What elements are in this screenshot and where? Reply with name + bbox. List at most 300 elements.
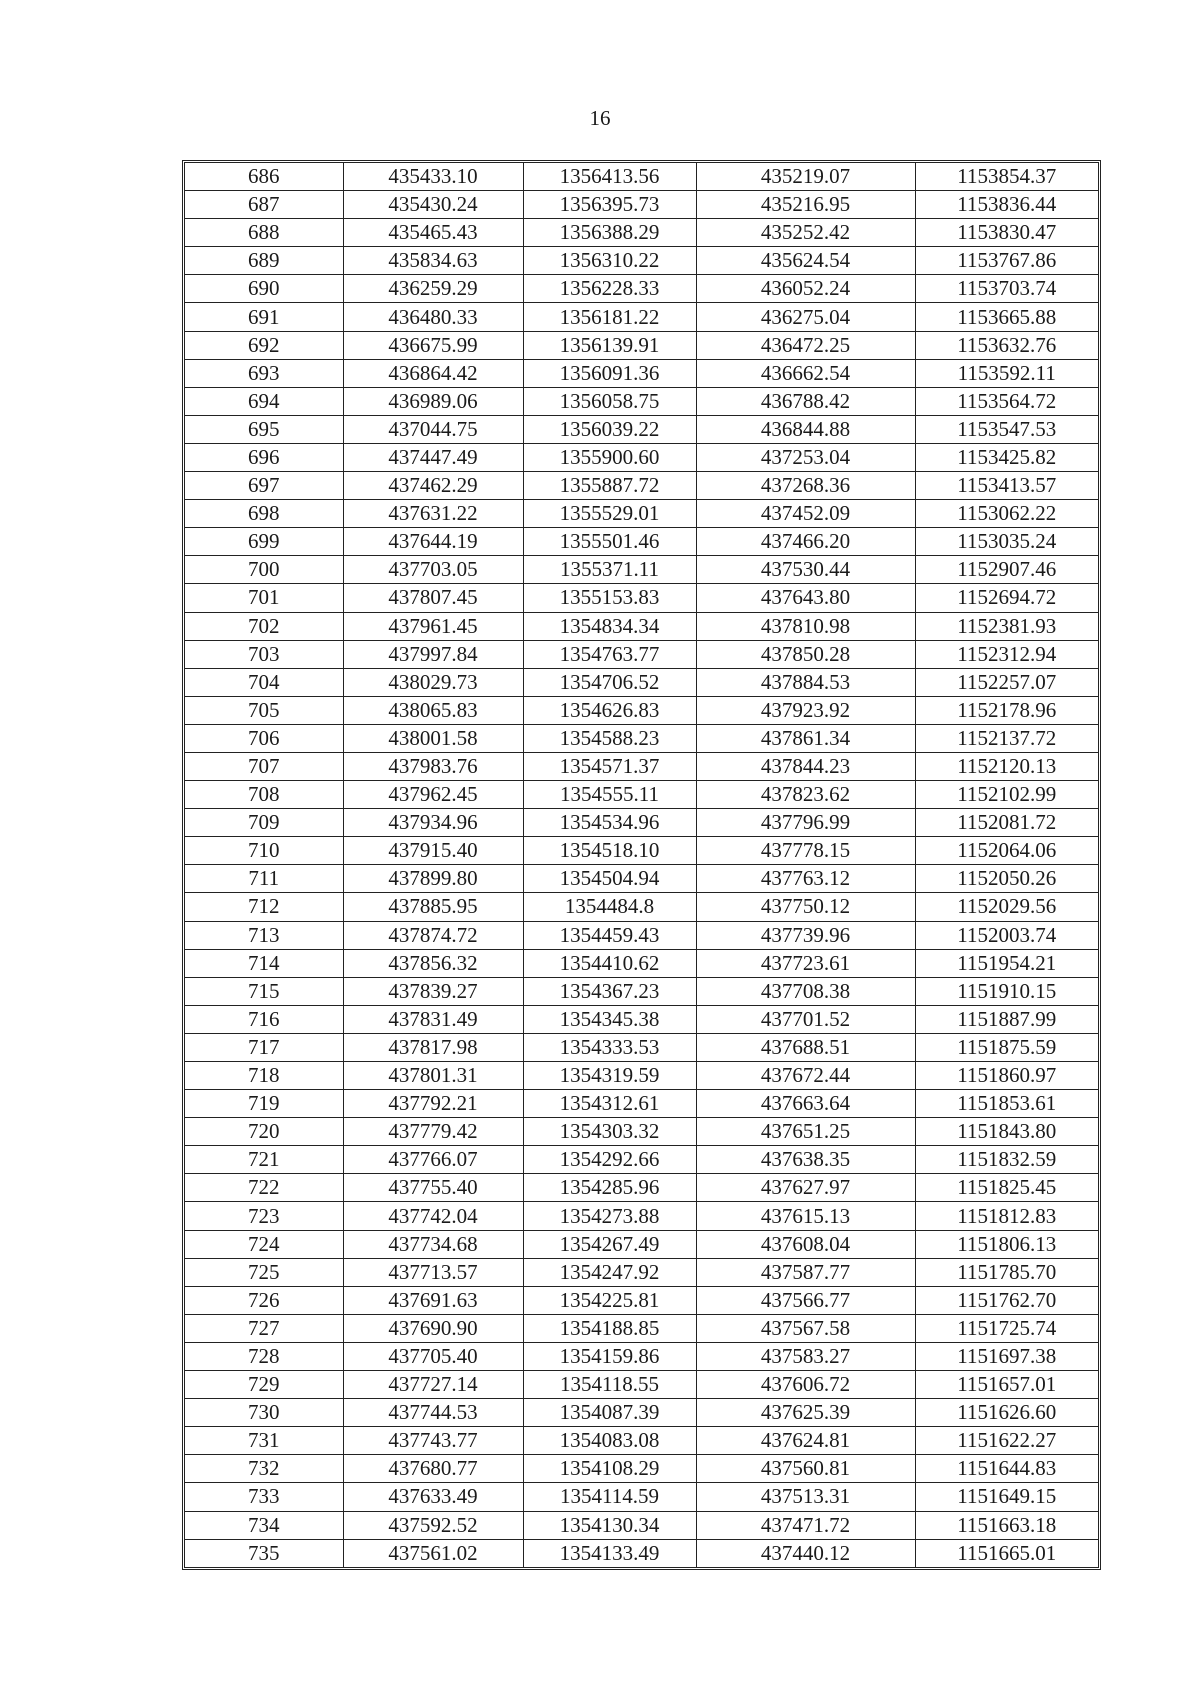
coordinate-y2-cell: 1152064.06 <box>915 837 1098 865</box>
table-row <box>185 1539 1098 1567</box>
coordinate-y1-cell: 1354303.32 <box>523 1118 696 1146</box>
point-number-cell: 735 <box>185 1539 343 1567</box>
coordinate-x2-cell: 437253.04 <box>696 443 915 471</box>
coordinate-x2-cell: 436052.24 <box>696 275 915 303</box>
coordinate-y1-cell: 1354319.59 <box>523 1062 696 1090</box>
point-number-cell: 723 <box>185 1202 343 1230</box>
coordinate-y1-cell: 1354273.88 <box>523 1202 696 1230</box>
coordinate-x1-cell: 435834.63 <box>343 247 523 275</box>
coordinate-x2-cell: 437530.44 <box>696 556 915 584</box>
coordinate-y1-cell: 1354518.10 <box>523 837 696 865</box>
table-row <box>185 1174 1098 1202</box>
table-row <box>185 1511 1098 1539</box>
point-number-cell: 687 <box>185 191 343 219</box>
table-row <box>185 612 1098 640</box>
coordinate-x2-cell: 436472.25 <box>696 331 915 359</box>
point-number-cell: 697 <box>185 472 343 500</box>
coordinate-y2-cell: 1151665.01 <box>915 1539 1098 1567</box>
coordinate-y1-cell: 1354459.43 <box>523 921 696 949</box>
coordinate-y1-cell: 1354588.23 <box>523 724 696 752</box>
table-row <box>185 1371 1098 1399</box>
coordinate-y2-cell: 1151954.21 <box>915 949 1098 977</box>
coordinate-x1-cell: 437997.84 <box>343 640 523 668</box>
coordinate-y2-cell: 1153564.72 <box>915 387 1098 415</box>
coordinate-x1-cell: 437743.77 <box>343 1427 523 1455</box>
coordinate-y2-cell: 1151910.15 <box>915 977 1098 1005</box>
table-row <box>185 837 1098 865</box>
point-number-cell: 710 <box>185 837 343 865</box>
coordinate-x1-cell: 437705.40 <box>343 1342 523 1370</box>
coordinate-x1-cell: 437915.40 <box>343 837 523 865</box>
coordinate-y1-cell: 1356228.33 <box>523 275 696 303</box>
table-row <box>185 1062 1098 1090</box>
coordinate-x2-cell: 437923.92 <box>696 696 915 724</box>
coordinate-x2-cell: 437583.27 <box>696 1342 915 1370</box>
coordinate-y2-cell: 1152120.13 <box>915 752 1098 780</box>
table-row <box>185 640 1098 668</box>
coordinate-x2-cell: 437471.72 <box>696 1511 915 1539</box>
point-number-cell: 705 <box>185 696 343 724</box>
coordinate-x2-cell: 437672.44 <box>696 1062 915 1090</box>
coordinate-x1-cell: 437462.29 <box>343 472 523 500</box>
table-row <box>185 1455 1098 1483</box>
coordinate-y2-cell: 1151860.97 <box>915 1062 1098 1090</box>
table-row <box>185 949 1098 977</box>
table-row <box>185 668 1098 696</box>
point-number-cell: 726 <box>185 1286 343 1314</box>
coordinate-y2-cell: 1151663.18 <box>915 1511 1098 1539</box>
table-row <box>185 1146 1098 1174</box>
coordinate-x1-cell: 437899.80 <box>343 865 523 893</box>
coordinate-y2-cell: 1153854.37 <box>915 163 1098 191</box>
coordinate-y2-cell: 1153035.24 <box>915 528 1098 556</box>
table-row <box>185 387 1098 415</box>
table-row <box>185 584 1098 612</box>
coordinate-x2-cell: 437688.51 <box>696 1033 915 1061</box>
point-number-cell: 703 <box>185 640 343 668</box>
coordinate-y1-cell: 1354188.85 <box>523 1314 696 1342</box>
coordinate-y2-cell: 1153547.53 <box>915 415 1098 443</box>
point-number-cell: 712 <box>185 893 343 921</box>
coordinate-x1-cell: 437561.02 <box>343 1539 523 1567</box>
coordinate-x2-cell: 437513.31 <box>696 1483 915 1511</box>
coordinate-y2-cell: 1151853.61 <box>915 1090 1098 1118</box>
coordinate-x1-cell: 437633.49 <box>343 1483 523 1511</box>
coordinate-y1-cell: 1356091.36 <box>523 359 696 387</box>
point-number-cell: 692 <box>185 331 343 359</box>
coordinate-y1-cell: 1355900.60 <box>523 443 696 471</box>
table-row <box>185 163 1098 191</box>
table-row <box>185 1090 1098 1118</box>
coordinate-x1-cell: 437680.77 <box>343 1455 523 1483</box>
table-row <box>185 752 1098 780</box>
coordinate-x2-cell: 437268.36 <box>696 472 915 500</box>
coordinate-x2-cell: 437560.81 <box>696 1455 915 1483</box>
point-number-cell: 704 <box>185 668 343 696</box>
coordinate-y2-cell: 1152081.72 <box>915 809 1098 837</box>
coordinate-x1-cell: 437734.68 <box>343 1230 523 1258</box>
table-row <box>185 1202 1098 1230</box>
coordinate-x1-cell: 437856.32 <box>343 949 523 977</box>
coordinate-y1-cell: 1354763.77 <box>523 640 696 668</box>
coordinate-y2-cell: 1151649.15 <box>915 1483 1098 1511</box>
coordinate-x1-cell: 437792.21 <box>343 1090 523 1118</box>
coordinate-x1-cell: 436864.42 <box>343 359 523 387</box>
coordinate-y2-cell: 1153836.44 <box>915 191 1098 219</box>
coordinate-y1-cell: 1354504.94 <box>523 865 696 893</box>
table-row <box>185 696 1098 724</box>
coordinate-x2-cell: 437606.72 <box>696 1371 915 1399</box>
table-row <box>185 1314 1098 1342</box>
coordinate-x1-cell: 437817.98 <box>343 1033 523 1061</box>
coordinate-y2-cell: 1152381.93 <box>915 612 1098 640</box>
coordinate-y1-cell: 1354834.34 <box>523 612 696 640</box>
coordinate-y1-cell: 1354108.29 <box>523 1455 696 1483</box>
table-row <box>185 275 1098 303</box>
coordinate-y2-cell: 1151785.70 <box>915 1258 1098 1286</box>
table-row <box>185 219 1098 247</box>
coordinate-y2-cell: 1152178.96 <box>915 696 1098 724</box>
table-row <box>185 359 1098 387</box>
coordinate-x2-cell: 437566.77 <box>696 1286 915 1314</box>
coordinate-y1-cell: 1354706.52 <box>523 668 696 696</box>
coordinate-x1-cell: 437691.63 <box>343 1286 523 1314</box>
point-number-cell: 711 <box>185 865 343 893</box>
table-row <box>185 303 1098 331</box>
table-row <box>185 921 1098 949</box>
coordinate-x2-cell: 437625.39 <box>696 1399 915 1427</box>
point-number-cell: 716 <box>185 1005 343 1033</box>
coordinate-y2-cell: 1151825.45 <box>915 1174 1098 1202</box>
coordinate-y1-cell: 1356181.22 <box>523 303 696 331</box>
point-number-cell: 689 <box>185 247 343 275</box>
table-row <box>185 977 1098 1005</box>
coordinate-y1-cell: 1354247.92 <box>523 1258 696 1286</box>
coordinate-x1-cell: 437631.22 <box>343 500 523 528</box>
coordinate-y2-cell: 1153767.86 <box>915 247 1098 275</box>
coordinate-x1-cell: 437831.49 <box>343 1005 523 1033</box>
coordinate-y2-cell: 1152312.94 <box>915 640 1098 668</box>
table-row <box>185 500 1098 528</box>
coordinate-x1-cell: 436480.33 <box>343 303 523 331</box>
coordinate-x1-cell: 437874.72 <box>343 921 523 949</box>
coordinates-table-grid <box>185 163 1098 1567</box>
coordinate-x2-cell: 437796.99 <box>696 809 915 837</box>
point-number-cell: 731 <box>185 1427 343 1455</box>
coordinate-x2-cell: 437440.12 <box>696 1539 915 1567</box>
coordinate-y1-cell: 1354345.38 <box>523 1005 696 1033</box>
coordinate-x2-cell: 437627.97 <box>696 1174 915 1202</box>
coordinate-x2-cell: 436275.04 <box>696 303 915 331</box>
coordinate-y1-cell: 1354285.96 <box>523 1174 696 1202</box>
coordinate-y2-cell: 1153413.57 <box>915 472 1098 500</box>
coordinate-x2-cell: 437466.20 <box>696 528 915 556</box>
coordinate-x1-cell: 437961.45 <box>343 612 523 640</box>
coordinate-y2-cell: 1152029.56 <box>915 893 1098 921</box>
table-row <box>185 1005 1098 1033</box>
coordinate-x1-cell: 437044.75 <box>343 415 523 443</box>
coordinate-x1-cell: 437801.31 <box>343 1062 523 1090</box>
coordinate-x2-cell: 437810.98 <box>696 612 915 640</box>
point-number-cell: 694 <box>185 387 343 415</box>
coordinate-y1-cell: 1354312.61 <box>523 1090 696 1118</box>
coordinate-x2-cell: 437567.58 <box>696 1314 915 1342</box>
table-row <box>185 556 1098 584</box>
coordinate-x2-cell: 435219.07 <box>696 163 915 191</box>
coordinate-y1-cell: 1354555.11 <box>523 781 696 809</box>
point-number-cell: 696 <box>185 443 343 471</box>
coordinate-x1-cell: 437934.96 <box>343 809 523 837</box>
point-number-cell: 698 <box>185 500 343 528</box>
coordinate-x1-cell: 437592.52 <box>343 1511 523 1539</box>
coordinate-y2-cell: 1151657.01 <box>915 1371 1098 1399</box>
coordinate-y2-cell: 1153665.88 <box>915 303 1098 331</box>
point-number-cell: 700 <box>185 556 343 584</box>
coordinate-x2-cell: 437763.12 <box>696 865 915 893</box>
coordinate-x2-cell: 437723.61 <box>696 949 915 977</box>
coordinate-x1-cell: 437713.57 <box>343 1258 523 1286</box>
coordinate-x2-cell: 437643.80 <box>696 584 915 612</box>
point-number-cell: 707 <box>185 752 343 780</box>
coordinate-x1-cell: 438029.73 <box>343 668 523 696</box>
coordinate-x2-cell: 437452.09 <box>696 500 915 528</box>
point-number-cell: 728 <box>185 1342 343 1370</box>
coordinate-x1-cell: 437703.05 <box>343 556 523 584</box>
point-number-cell: 729 <box>185 1371 343 1399</box>
coordinate-x1-cell: 437885.95 <box>343 893 523 921</box>
coordinate-x2-cell: 437587.77 <box>696 1258 915 1286</box>
coordinate-x1-cell: 435465.43 <box>343 219 523 247</box>
table-row <box>185 893 1098 921</box>
coordinate-x2-cell: 437778.15 <box>696 837 915 865</box>
coordinate-y2-cell: 1151622.27 <box>915 1427 1098 1455</box>
coordinate-x1-cell: 437755.40 <box>343 1174 523 1202</box>
coordinate-y1-cell: 1356310.22 <box>523 247 696 275</box>
coordinate-x1-cell: 438065.83 <box>343 696 523 724</box>
coordinates-table <box>182 160 1101 1570</box>
point-number-cell: 695 <box>185 415 343 443</box>
point-number-cell: 725 <box>185 1258 343 1286</box>
coordinate-x1-cell: 435433.10 <box>343 163 523 191</box>
coordinate-y1-cell: 1356388.29 <box>523 219 696 247</box>
coordinate-x2-cell: 436844.88 <box>696 415 915 443</box>
coordinate-y2-cell: 1152003.74 <box>915 921 1098 949</box>
coordinate-y1-cell: 1354133.49 <box>523 1539 696 1567</box>
coordinate-y2-cell: 1151725.74 <box>915 1314 1098 1342</box>
coordinate-x1-cell: 437644.19 <box>343 528 523 556</box>
point-number-cell: 720 <box>185 1118 343 1146</box>
point-number-cell: 734 <box>185 1511 343 1539</box>
coordinate-x1-cell: 437779.42 <box>343 1118 523 1146</box>
point-number-cell: 709 <box>185 809 343 837</box>
coordinate-y2-cell: 1153062.22 <box>915 500 1098 528</box>
coordinate-x1-cell: 436259.29 <box>343 275 523 303</box>
coordinate-y2-cell: 1152694.72 <box>915 584 1098 612</box>
coordinate-x1-cell: 437447.49 <box>343 443 523 471</box>
coordinate-x2-cell: 437823.62 <box>696 781 915 809</box>
coordinate-y1-cell: 1355501.46 <box>523 528 696 556</box>
coordinate-y1-cell: 1354087.39 <box>523 1399 696 1427</box>
coordinate-y1-cell: 1355371.11 <box>523 556 696 584</box>
table-row <box>185 1286 1098 1314</box>
table-row <box>185 1230 1098 1258</box>
coordinate-y1-cell: 1354626.83 <box>523 696 696 724</box>
coordinate-x1-cell: 437983.76 <box>343 752 523 780</box>
table-row <box>185 1258 1098 1286</box>
coordinate-x2-cell: 435252.42 <box>696 219 915 247</box>
coordinate-y1-cell: 1354130.34 <box>523 1511 696 1539</box>
point-number-cell: 702 <box>185 612 343 640</box>
coordinate-y1-cell: 1356395.73 <box>523 191 696 219</box>
coordinate-x2-cell: 435624.54 <box>696 247 915 275</box>
coordinate-y2-cell: 1151875.59 <box>915 1033 1098 1061</box>
coordinate-y1-cell: 1354484.8 <box>523 893 696 921</box>
coordinate-x1-cell: 437727.14 <box>343 1371 523 1399</box>
coordinate-y2-cell: 1153425.82 <box>915 443 1098 471</box>
point-number-cell: 732 <box>185 1455 343 1483</box>
coordinate-y1-cell: 1356139.91 <box>523 331 696 359</box>
point-number-cell: 722 <box>185 1174 343 1202</box>
coordinate-y2-cell: 1151626.60 <box>915 1399 1098 1427</box>
coordinate-y1-cell: 1354267.49 <box>523 1230 696 1258</box>
coordinate-x1-cell: 436675.99 <box>343 331 523 359</box>
table-body <box>185 163 1098 1567</box>
coordinate-x2-cell: 437701.52 <box>696 1005 915 1033</box>
coordinate-x2-cell: 437663.64 <box>696 1090 915 1118</box>
coordinate-y1-cell: 1354367.23 <box>523 977 696 1005</box>
coordinate-y1-cell: 1354118.55 <box>523 1371 696 1399</box>
table-row <box>185 191 1098 219</box>
coordinate-y2-cell: 1151697.38 <box>915 1342 1098 1370</box>
coordinate-x2-cell: 437844.23 <box>696 752 915 780</box>
point-number-cell: 733 <box>185 1483 343 1511</box>
coordinate-x1-cell: 437744.53 <box>343 1399 523 1427</box>
coordinate-x1-cell: 437766.07 <box>343 1146 523 1174</box>
point-number-cell: 693 <box>185 359 343 387</box>
coordinate-y1-cell: 1355887.72 <box>523 472 696 500</box>
coordinate-y1-cell: 1354571.37 <box>523 752 696 780</box>
point-number-cell: 688 <box>185 219 343 247</box>
coordinate-y1-cell: 1354114.59 <box>523 1483 696 1511</box>
coordinate-y1-cell: 1354083.08 <box>523 1427 696 1455</box>
point-number-cell: 721 <box>185 1146 343 1174</box>
table-row <box>185 443 1098 471</box>
point-number-cell: 724 <box>185 1230 343 1258</box>
table-row <box>185 472 1098 500</box>
coordinate-y1-cell: 1354292.66 <box>523 1146 696 1174</box>
coordinate-x1-cell: 437962.45 <box>343 781 523 809</box>
coordinate-y2-cell: 1152257.07 <box>915 668 1098 696</box>
point-number-cell: 686 <box>185 163 343 191</box>
coordinate-y2-cell: 1151806.13 <box>915 1230 1098 1258</box>
coordinate-x1-cell: 438001.58 <box>343 724 523 752</box>
coordinate-x2-cell: 437638.35 <box>696 1146 915 1174</box>
coordinate-y2-cell: 1153632.76 <box>915 331 1098 359</box>
coordinate-x1-cell: 437839.27 <box>343 977 523 1005</box>
coordinate-x2-cell: 437624.81 <box>696 1427 915 1455</box>
coordinate-y2-cell: 1153592.11 <box>915 359 1098 387</box>
coordinate-y2-cell: 1151887.99 <box>915 1005 1098 1033</box>
coordinate-y1-cell: 1356039.22 <box>523 415 696 443</box>
coordinate-y1-cell: 1354534.96 <box>523 809 696 837</box>
coordinate-y1-cell: 1354333.53 <box>523 1033 696 1061</box>
coordinate-x1-cell: 437807.45 <box>343 584 523 612</box>
table-row <box>185 331 1098 359</box>
point-number-cell: 690 <box>185 275 343 303</box>
coordinate-y1-cell: 1354159.86 <box>523 1342 696 1370</box>
coordinate-y2-cell: 1152907.46 <box>915 556 1098 584</box>
coordinate-x1-cell: 435430.24 <box>343 191 523 219</box>
table-row <box>185 809 1098 837</box>
point-number-cell: 715 <box>185 977 343 1005</box>
coordinate-y2-cell: 1151812.83 <box>915 1202 1098 1230</box>
table-row <box>185 1427 1098 1455</box>
point-number-cell: 699 <box>185 528 343 556</box>
point-number-cell: 717 <box>185 1033 343 1061</box>
table-row <box>185 415 1098 443</box>
point-number-cell: 727 <box>185 1314 343 1342</box>
table-row <box>185 781 1098 809</box>
coordinate-y2-cell: 1153703.74 <box>915 275 1098 303</box>
point-number-cell: 706 <box>185 724 343 752</box>
point-number-cell: 691 <box>185 303 343 331</box>
point-number-cell: 713 <box>185 921 343 949</box>
coordinate-x2-cell: 437651.25 <box>696 1118 915 1146</box>
coordinate-x2-cell: 437608.04 <box>696 1230 915 1258</box>
coordinate-y1-cell: 1354225.81 <box>523 1286 696 1314</box>
coordinate-x2-cell: 437615.13 <box>696 1202 915 1230</box>
table-row <box>185 1118 1098 1146</box>
coordinate-y2-cell: 1152050.26 <box>915 865 1098 893</box>
coordinate-x1-cell: 436989.06 <box>343 387 523 415</box>
point-number-cell: 719 <box>185 1090 343 1118</box>
table-row <box>185 1483 1098 1511</box>
coordinate-x2-cell: 437884.53 <box>696 668 915 696</box>
coordinate-x2-cell: 436662.54 <box>696 359 915 387</box>
table-row <box>185 528 1098 556</box>
coordinate-x2-cell: 437739.96 <box>696 921 915 949</box>
coordinate-y1-cell: 1356058.75 <box>523 387 696 415</box>
coordinate-y1-cell: 1354410.62 <box>523 949 696 977</box>
coordinate-y2-cell: 1152137.72 <box>915 724 1098 752</box>
point-number-cell: 718 <box>185 1062 343 1090</box>
coordinate-y2-cell: 1153830.47 <box>915 219 1098 247</box>
table-row <box>185 724 1098 752</box>
coordinate-y2-cell: 1151762.70 <box>915 1286 1098 1314</box>
point-number-cell: 708 <box>185 781 343 809</box>
table-row <box>185 247 1098 275</box>
coordinate-y2-cell: 1151843.80 <box>915 1118 1098 1146</box>
coordinate-x1-cell: 437742.04 <box>343 1202 523 1230</box>
coordinate-x2-cell: 437708.38 <box>696 977 915 1005</box>
coordinate-y2-cell: 1151832.59 <box>915 1146 1098 1174</box>
table-row <box>185 1342 1098 1370</box>
point-number-cell: 714 <box>185 949 343 977</box>
coordinate-x2-cell: 437850.28 <box>696 640 915 668</box>
coordinate-y1-cell: 1356413.56 <box>523 163 696 191</box>
table-row <box>185 865 1098 893</box>
coordinate-x2-cell: 437750.12 <box>696 893 915 921</box>
page-number: 16 <box>589 106 611 130</box>
point-number-cell: 701 <box>185 584 343 612</box>
coordinate-x2-cell: 436788.42 <box>696 387 915 415</box>
coordinate-x1-cell: 437690.90 <box>343 1314 523 1342</box>
point-number-cell: 730 <box>185 1399 343 1427</box>
table-row <box>185 1399 1098 1427</box>
coordinate-x2-cell: 437861.34 <box>696 724 915 752</box>
coordinate-y2-cell: 1152102.99 <box>915 781 1098 809</box>
coordinate-y2-cell: 1151644.83 <box>915 1455 1098 1483</box>
